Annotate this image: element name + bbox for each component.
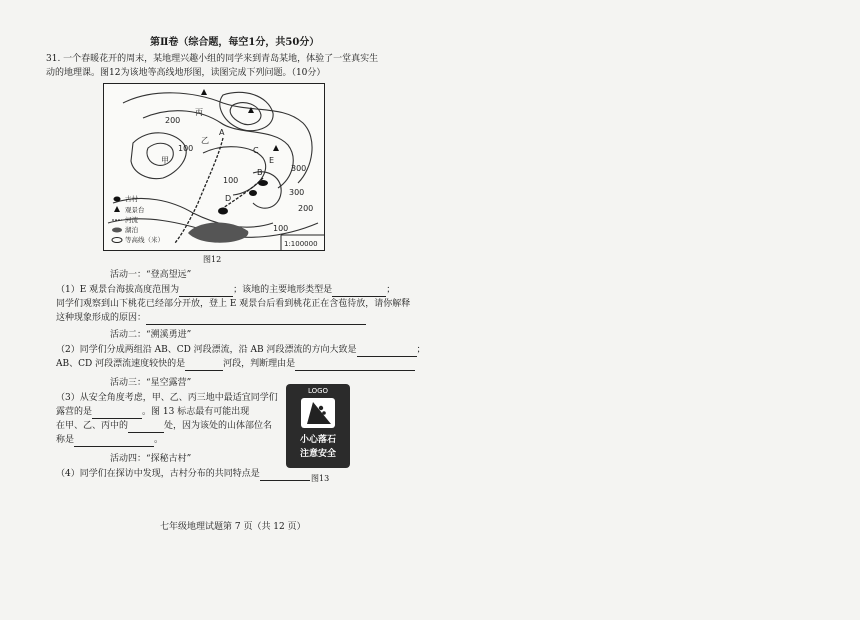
legend-viewpoint: 观景台 bbox=[125, 206, 145, 214]
legend-lake: 湖泊 bbox=[125, 226, 138, 234]
answer-blank[interactable] bbox=[74, 436, 154, 447]
contour-label: 200 bbox=[298, 204, 314, 213]
contour-label: 100 bbox=[178, 144, 194, 153]
page-7 bbox=[0, 0, 430, 595]
answer-blank[interactable] bbox=[146, 314, 366, 325]
q31-1-line1 bbox=[56, 283, 395, 297]
q31-intro-line2: 动的地理课。图12为该地等高线地形图，读图完成下列问题。（10分） bbox=[46, 68, 326, 78]
legend-river: 河流 bbox=[125, 216, 138, 224]
place-label: B bbox=[257, 168, 263, 177]
answer-blank[interactable] bbox=[260, 470, 310, 481]
answer-blank[interactable] bbox=[179, 286, 233, 297]
place-label: 乙 bbox=[201, 136, 209, 145]
q31-2-text-c: AB、CD 河段漂流速度较快的是 bbox=[56, 359, 186, 369]
figure-13-caption: 图13 bbox=[311, 474, 330, 483]
q31-3-text-f: 称是 bbox=[56, 435, 75, 445]
falling-rock-warning-sign bbox=[286, 384, 350, 468]
sign-line2: 注意安全 bbox=[299, 449, 336, 459]
contour-label: 300 bbox=[289, 188, 305, 197]
q31-3-text-c: 。图 13 标志最有可能出现 bbox=[142, 407, 250, 417]
map-scale: 1:100000 bbox=[284, 240, 318, 248]
section-title: 第Ⅱ卷（综合题，每空1分，共50分） bbox=[150, 37, 320, 48]
q31-1-text-e: 这种现象形成的原因： bbox=[56, 313, 147, 323]
answer-blank[interactable] bbox=[332, 286, 386, 297]
place-label: C bbox=[253, 146, 259, 155]
legend-village: 古村 bbox=[125, 195, 138, 203]
q31-2-text-b: ； bbox=[416, 345, 426, 355]
q31-3-text-b: 露营的是 bbox=[56, 407, 93, 417]
contour-map-figure-12 bbox=[103, 83, 325, 251]
q31-3-text-d: 在甲、乙、丙中的 bbox=[56, 421, 129, 431]
answer-blank[interactable] bbox=[185, 360, 223, 371]
page-footer: 七年级地理试题第 7 页（共 12 页） bbox=[160, 522, 306, 532]
q31-1-line3 bbox=[56, 311, 366, 325]
contour-label: 100 bbox=[223, 176, 239, 185]
place-label: E bbox=[269, 156, 275, 165]
q31-2-text-d: 河段，判断理由是 bbox=[223, 359, 296, 369]
activity-4-title: 活动四：“探秘古村” bbox=[110, 454, 192, 464]
q31-3-line3 bbox=[56, 419, 272, 433]
q31-3-text-e: 处，因为该处的山体部位名 bbox=[164, 421, 273, 431]
q31-3-line1: （3）从安全角度考虑，甲、乙、丙三地中最适宜同学们 bbox=[56, 393, 278, 403]
q31-3-line4: 称是 。 bbox=[56, 435, 164, 445]
answer-blank[interactable] bbox=[295, 360, 415, 371]
q31-3-line2 bbox=[56, 405, 249, 419]
answer-blank[interactable] bbox=[92, 408, 142, 419]
answer-blank[interactable] bbox=[128, 422, 164, 433]
page-8 bbox=[430, 0, 860, 595]
q31-1-text-b: ；该地的主要地形类型是 bbox=[233, 285, 333, 295]
q31-4-line1 bbox=[56, 467, 310, 481]
q31-1-line2: 同学们观察到山下桃花已经部分开放，登上 E 观景台后看到桃花正在含苞待放，请你解释 bbox=[56, 299, 411, 309]
q31-2-line2 bbox=[56, 357, 415, 371]
q31-1-text-c: ； bbox=[386, 285, 396, 295]
answer-blank[interactable] bbox=[357, 346, 417, 357]
sign-line1: 小心落石 bbox=[299, 435, 336, 445]
contour-label: 100 bbox=[273, 224, 289, 233]
contour-label: 200 bbox=[165, 116, 181, 125]
activity-1-title: 活动一：“登高望远” bbox=[110, 270, 192, 280]
q31-4-text-a: （4）同学们在探访中发现，古村分布的共同特点是 bbox=[56, 469, 260, 479]
place-label: 甲 bbox=[161, 156, 169, 165]
place-label: A bbox=[219, 128, 225, 137]
activity-2-title: 活动二：“溯溪勇进” bbox=[110, 330, 192, 340]
q31-2-line1 bbox=[56, 343, 426, 357]
q31-intro-line1: 31. 一个春暖花开的周末，某地理兴趣小组的同学来到青岛某地，体验了一堂真实生 bbox=[46, 54, 379, 64]
q31-1-text-a: （1）E 观景台海拔高度范围为 bbox=[56, 285, 180, 295]
sign-logo-text: LOGO bbox=[307, 387, 329, 395]
activity-3-title: 活动三：“星空露营” bbox=[110, 378, 192, 388]
falling-rock-icon bbox=[301, 398, 335, 428]
q31-2-text-a: （2）同学们分成两组沿 AB、CD 河段漂流，沿 AB 河段漂流的方向大致是 bbox=[56, 345, 357, 355]
place-label: D bbox=[225, 194, 232, 203]
place-label: 丙 bbox=[195, 108, 203, 117]
figure-12-caption: 图12 bbox=[203, 255, 222, 264]
legend-contour: 等高线（米） bbox=[125, 236, 164, 244]
contour-label: 300 bbox=[291, 164, 307, 173]
